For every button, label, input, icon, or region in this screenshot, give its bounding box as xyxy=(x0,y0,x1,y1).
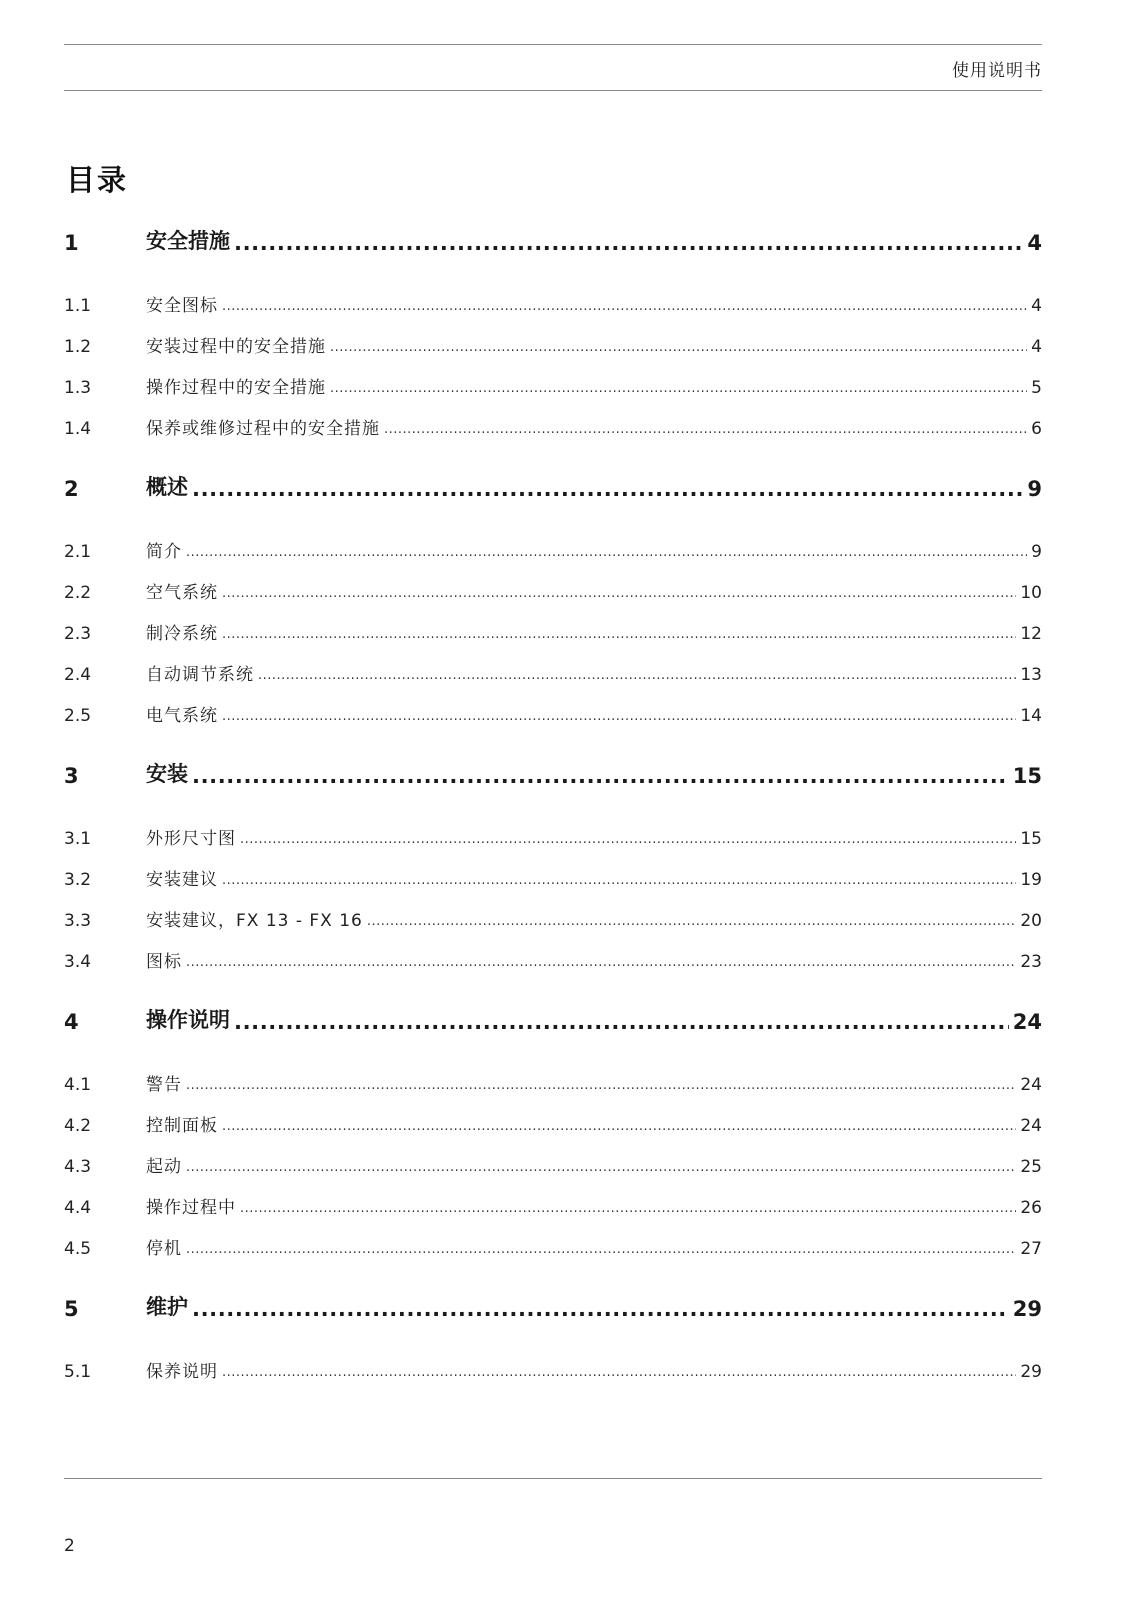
toc-section-entry[interactable] xyxy=(64,700,1042,726)
toc-leader-dots xyxy=(234,1010,1009,1034)
header-bottom-rule xyxy=(64,90,1042,91)
toc-entry-page: 29 xyxy=(1012,1297,1042,1321)
document-title: 使用说明书 xyxy=(952,61,1042,81)
toc-entry-title: 空气系统 xyxy=(146,583,218,603)
toc-leader-dots xyxy=(222,586,1016,601)
toc-section-entry[interactable] xyxy=(64,1192,1042,1218)
toc-entry-page: 24 xyxy=(1020,1116,1042,1136)
footer-page-number: 2 xyxy=(64,1536,75,1556)
toc-entry-title: 起动 xyxy=(146,1157,182,1177)
toc-entry-number: 4 xyxy=(64,1010,79,1034)
toc-section-entry[interactable] xyxy=(64,946,1042,972)
toc-entry-number: 4.2 xyxy=(64,1116,92,1136)
toc-leader-dots xyxy=(240,832,1016,847)
toc-entry-title: 外形尺寸图 xyxy=(146,829,236,849)
toc-chapter-entry[interactable] xyxy=(64,229,1042,255)
toc-entry-title: 维护 xyxy=(146,1295,188,1319)
toc-entry-page: 4 xyxy=(1031,337,1042,357)
toc-entry-number: 4.3 xyxy=(64,1157,92,1177)
toc-entry-title: 操作过程中 xyxy=(146,1198,236,1218)
toc-entry-title: 安全图标 xyxy=(146,296,218,316)
toc-leader-dots xyxy=(186,1242,1016,1257)
toc-entry-number: 4.1 xyxy=(64,1075,92,1095)
toc-entry-number: 2.2 xyxy=(64,583,92,603)
toc-leader-dots xyxy=(222,709,1016,724)
toc-entry-title: 安装过程中的安全措施 xyxy=(146,337,326,357)
toc-leader-dots xyxy=(240,1201,1016,1216)
toc-leader-dots xyxy=(222,627,1016,642)
toc-entry-page: 10 xyxy=(1020,583,1042,603)
toc-section-entry[interactable] xyxy=(64,372,1042,398)
toc-entry-title: 保养或维修过程中的安全措施 xyxy=(146,419,380,439)
toc-section-entry[interactable] xyxy=(64,536,1042,562)
toc-leader-dots xyxy=(258,668,1016,683)
toc-entry-title: 电气系统 xyxy=(146,706,218,726)
toc-entry-page: 29 xyxy=(1020,1362,1042,1382)
toc-leader-dots xyxy=(186,955,1016,970)
toc-section-entry[interactable] xyxy=(64,290,1042,316)
toc-heading: 目录 xyxy=(66,163,129,197)
toc-section-entry[interactable] xyxy=(64,1110,1042,1136)
toc-section-entry[interactable] xyxy=(64,905,1042,931)
toc-entry-title: 停机 xyxy=(146,1239,182,1259)
toc-entry-page: 4 xyxy=(1027,231,1042,255)
toc-entry-title: 安装 xyxy=(146,762,188,786)
toc-section-entry[interactable] xyxy=(64,1233,1042,1259)
toc-entry-title: 制冷系统 xyxy=(146,624,218,644)
toc-entry-page: 19 xyxy=(1020,870,1042,890)
toc-entry-page: 13 xyxy=(1020,665,1042,685)
toc-entry-title: 安装建议，FX 13 - FX 16 xyxy=(146,911,363,931)
toc-entry-page: 20 xyxy=(1020,911,1042,931)
toc-leader-dots xyxy=(186,1078,1016,1093)
toc-leader-dots xyxy=(192,764,1009,788)
toc-entry-number: 1.1 xyxy=(64,296,92,316)
toc-entry-page: 12 xyxy=(1020,624,1042,644)
toc-leader-dots xyxy=(222,1365,1016,1380)
toc-entry-title: 安全措施 xyxy=(146,229,230,253)
toc-chapter-entry[interactable] xyxy=(64,475,1042,501)
header-top-rule xyxy=(64,44,1042,45)
toc-entry-title: 概述 xyxy=(146,475,188,499)
toc-entry-number: 3.2 xyxy=(64,870,92,890)
toc-chapter-entry[interactable] xyxy=(64,762,1042,788)
toc-leader-dots xyxy=(234,231,1023,255)
toc-entry-number: 3.1 xyxy=(64,829,92,849)
toc-entry-page: 24 xyxy=(1012,1010,1042,1034)
footer-rule xyxy=(64,1478,1042,1479)
toc-entry-page: 26 xyxy=(1020,1198,1042,1218)
toc-entry-page: 6 xyxy=(1031,419,1042,439)
toc-leader-dots xyxy=(222,299,1027,314)
toc-leader-dots xyxy=(186,545,1027,560)
toc-section-entry[interactable] xyxy=(64,864,1042,890)
toc-chapter-entry[interactable] xyxy=(64,1008,1042,1034)
toc-entry-title: 图标 xyxy=(146,952,182,972)
toc-entry-number: 2.4 xyxy=(64,665,92,685)
toc-leader-dots xyxy=(222,873,1016,888)
toc-entry-title: 简介 xyxy=(146,542,182,562)
toc-section-entry[interactable] xyxy=(64,1069,1042,1095)
toc-section-entry[interactable] xyxy=(64,659,1042,685)
toc-entry-number: 3.4 xyxy=(64,952,92,972)
toc-entry-number: 2.3 xyxy=(64,624,92,644)
toc-chapter-entry[interactable] xyxy=(64,1295,1042,1321)
toc-entry-title: 操作说明 xyxy=(146,1008,230,1032)
toc-section-entry[interactable] xyxy=(64,413,1042,439)
toc-entry-number: 3 xyxy=(64,764,79,788)
toc-leader-dots xyxy=(367,914,1016,929)
toc-section-entry[interactable] xyxy=(64,618,1042,644)
toc-section-entry[interactable] xyxy=(64,1151,1042,1177)
toc-leader-dots xyxy=(330,340,1027,355)
toc-entry-page: 9 xyxy=(1031,542,1042,562)
toc-entry-number: 3.3 xyxy=(64,911,92,931)
toc-entry-number: 2.1 xyxy=(64,542,92,562)
toc-section-entry[interactable] xyxy=(64,823,1042,849)
toc-leader-dots xyxy=(186,1160,1016,1175)
toc-entry-number: 1.2 xyxy=(64,337,92,357)
toc-leader-dots xyxy=(222,1119,1016,1134)
toc-leader-dots xyxy=(330,381,1027,396)
toc-entry-page: 24 xyxy=(1020,1075,1042,1095)
toc-entry-page: 23 xyxy=(1020,952,1042,972)
toc-entry-page: 14 xyxy=(1020,706,1042,726)
toc-entry-page: 4 xyxy=(1031,296,1042,316)
toc-entry-title: 自动调节系统 xyxy=(146,665,254,685)
toc-entry-title: 保养说明 xyxy=(146,1362,218,1382)
toc-section-entry[interactable] xyxy=(64,331,1042,357)
toc-entry-number: 1.4 xyxy=(64,419,92,439)
toc-entry-title: 控制面板 xyxy=(146,1116,218,1136)
toc-entry-page: 27 xyxy=(1020,1239,1042,1259)
toc-entry-number: 4.4 xyxy=(64,1198,92,1218)
toc-entry-title: 警告 xyxy=(146,1075,182,1095)
toc-entry-page: 25 xyxy=(1020,1157,1042,1177)
toc-entry-number: 2 xyxy=(64,477,79,501)
toc-entry-page: 15 xyxy=(1012,764,1042,788)
toc-entry-title: 操作过程中的安全措施 xyxy=(146,378,326,398)
toc-leader-dots xyxy=(192,477,1023,501)
toc-section-entry[interactable] xyxy=(64,1356,1042,1382)
toc-leader-dots xyxy=(384,422,1027,437)
toc-entry-number: 1.3 xyxy=(64,378,92,398)
toc-entry-number: 5.1 xyxy=(64,1362,92,1382)
toc-leader-dots xyxy=(192,1297,1009,1321)
toc-entry-number: 4.5 xyxy=(64,1239,92,1259)
toc-section-entry[interactable] xyxy=(64,577,1042,603)
toc-entry-number: 2.5 xyxy=(64,706,92,726)
toc-entry-page: 5 xyxy=(1031,378,1042,398)
toc-entry-number: 5 xyxy=(64,1297,79,1321)
toc-entry-title: 安装建议 xyxy=(146,870,218,890)
toc-entry-number: 1 xyxy=(64,231,79,255)
toc-entry-page: 15 xyxy=(1020,829,1042,849)
toc-entry-page: 9 xyxy=(1027,477,1042,501)
